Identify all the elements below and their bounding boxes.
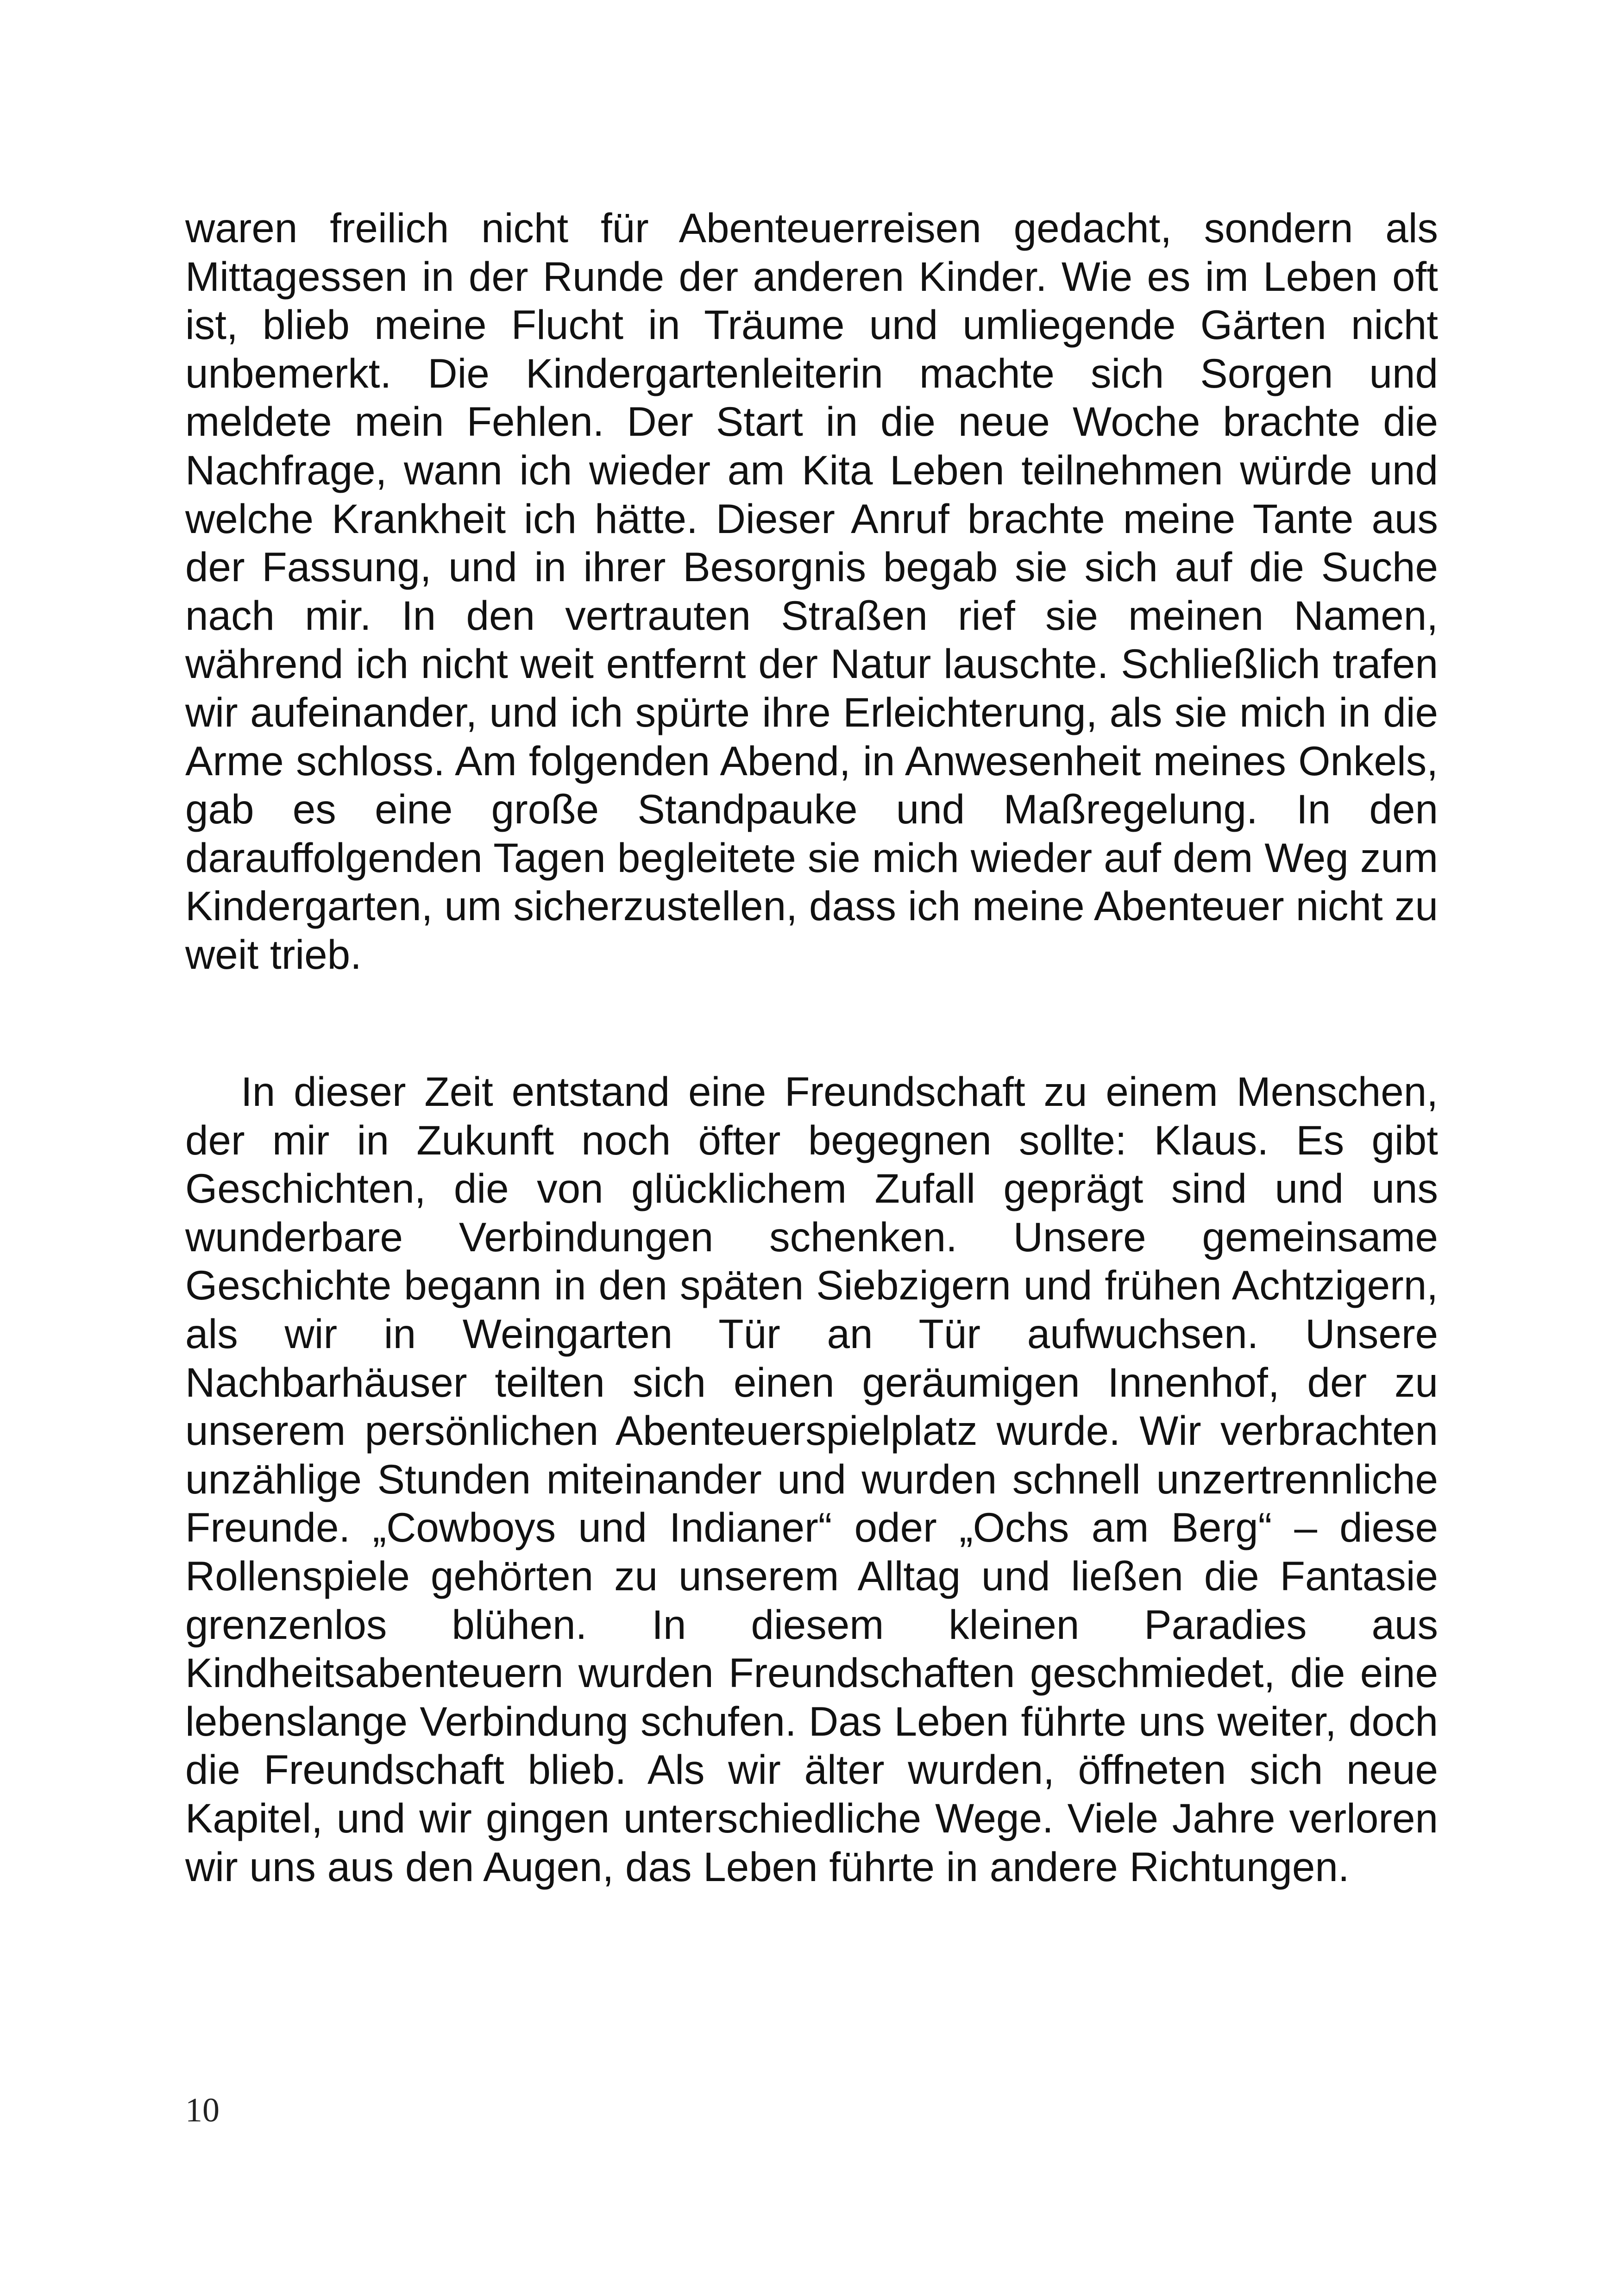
page-number: 10 <box>185 2091 220 2129</box>
body-paragraph-2: In dieser Zeit entstand eine Freundschaft zu einem Menschen, der mir in Zukunft noch öfter begegnen sollte: Klaus. Es gibt Geschichten, die von glücklichem Zufall geprägt sind und uns wunderbare Verbindungen schenken. Unsere gemeinsame Geschichte begann in den späten Siebzigern und frühen Achtzigern, als wir in Weingarten Tür an Tür aufwuchsen. Unsere Nachbarhäuser teilten sich einen geräumigen Innenhof, der zu unserem persönlichen Abenteuerspielplatz wurde. Wir verbrachten unzählige Stunden miteinander und wurden schnell unzertrennliche Freunde. „Cowboys und Indianer“ oder „Ochs am Berg“ – diese Rollenspiele gehörten zu unserem Alltag und ließen die Fantasie grenzenlos blühen. In diesem kleinen Paradies aus Kindheitsabenteuern wurden Freundschaften geschmiedet, die eine lebenslange Verbindung schufen. Das Leben führte uns weiter, doch die Freundschaft blieb. Als wir älter wurden, öffneten sich neue Kapitel, und wir gingen unterschiedliche Wege. Viele Jahre verloren wir uns aus den Augen, das Leben führte in andere Richtungen. <box>185 1068 1438 1890</box>
body-paragraph-1: waren freilich nicht für Abenteuerreisen gedacht, sondern als Mittagessen in der Runde der anderen Kinder. Wie es im Leben oft ist, blieb meine Flucht in Träume und umliegende Gärten nicht unbemerkt. Die Kindergartenleiterin machte sich Sorgen und meldete mein Fehlen. Der Start in die neue Woche brachte die Nachfrage, wann ich wieder am Kita Leben teilnehmen würde und welche Krankheit ich hätte. Dieser Anruf brachte meine Tante aus der Fassung, und in ihrer Besorgnis begab sie sich auf die Suche nach mir. In den vertrauten Straßen rief sie meinen Namen, während ich nicht weit entfernt der Natur lauschte. Schließlich trafen wir aufeinander, und ich spürte ihre Erleichterung, als sie mich in die Arme schloss. Am folgenden Abend, in Anwesenheit meines Onkels, gab es eine große Standpauke und Maßregelung. In den darauffolgenden Tagen begleitete sie mich wieder auf dem Weg zum Kindergarten, um sicherzustellen, dass ich meine Abenteuer nicht zu weit trieb. <box>185 205 1438 978</box>
